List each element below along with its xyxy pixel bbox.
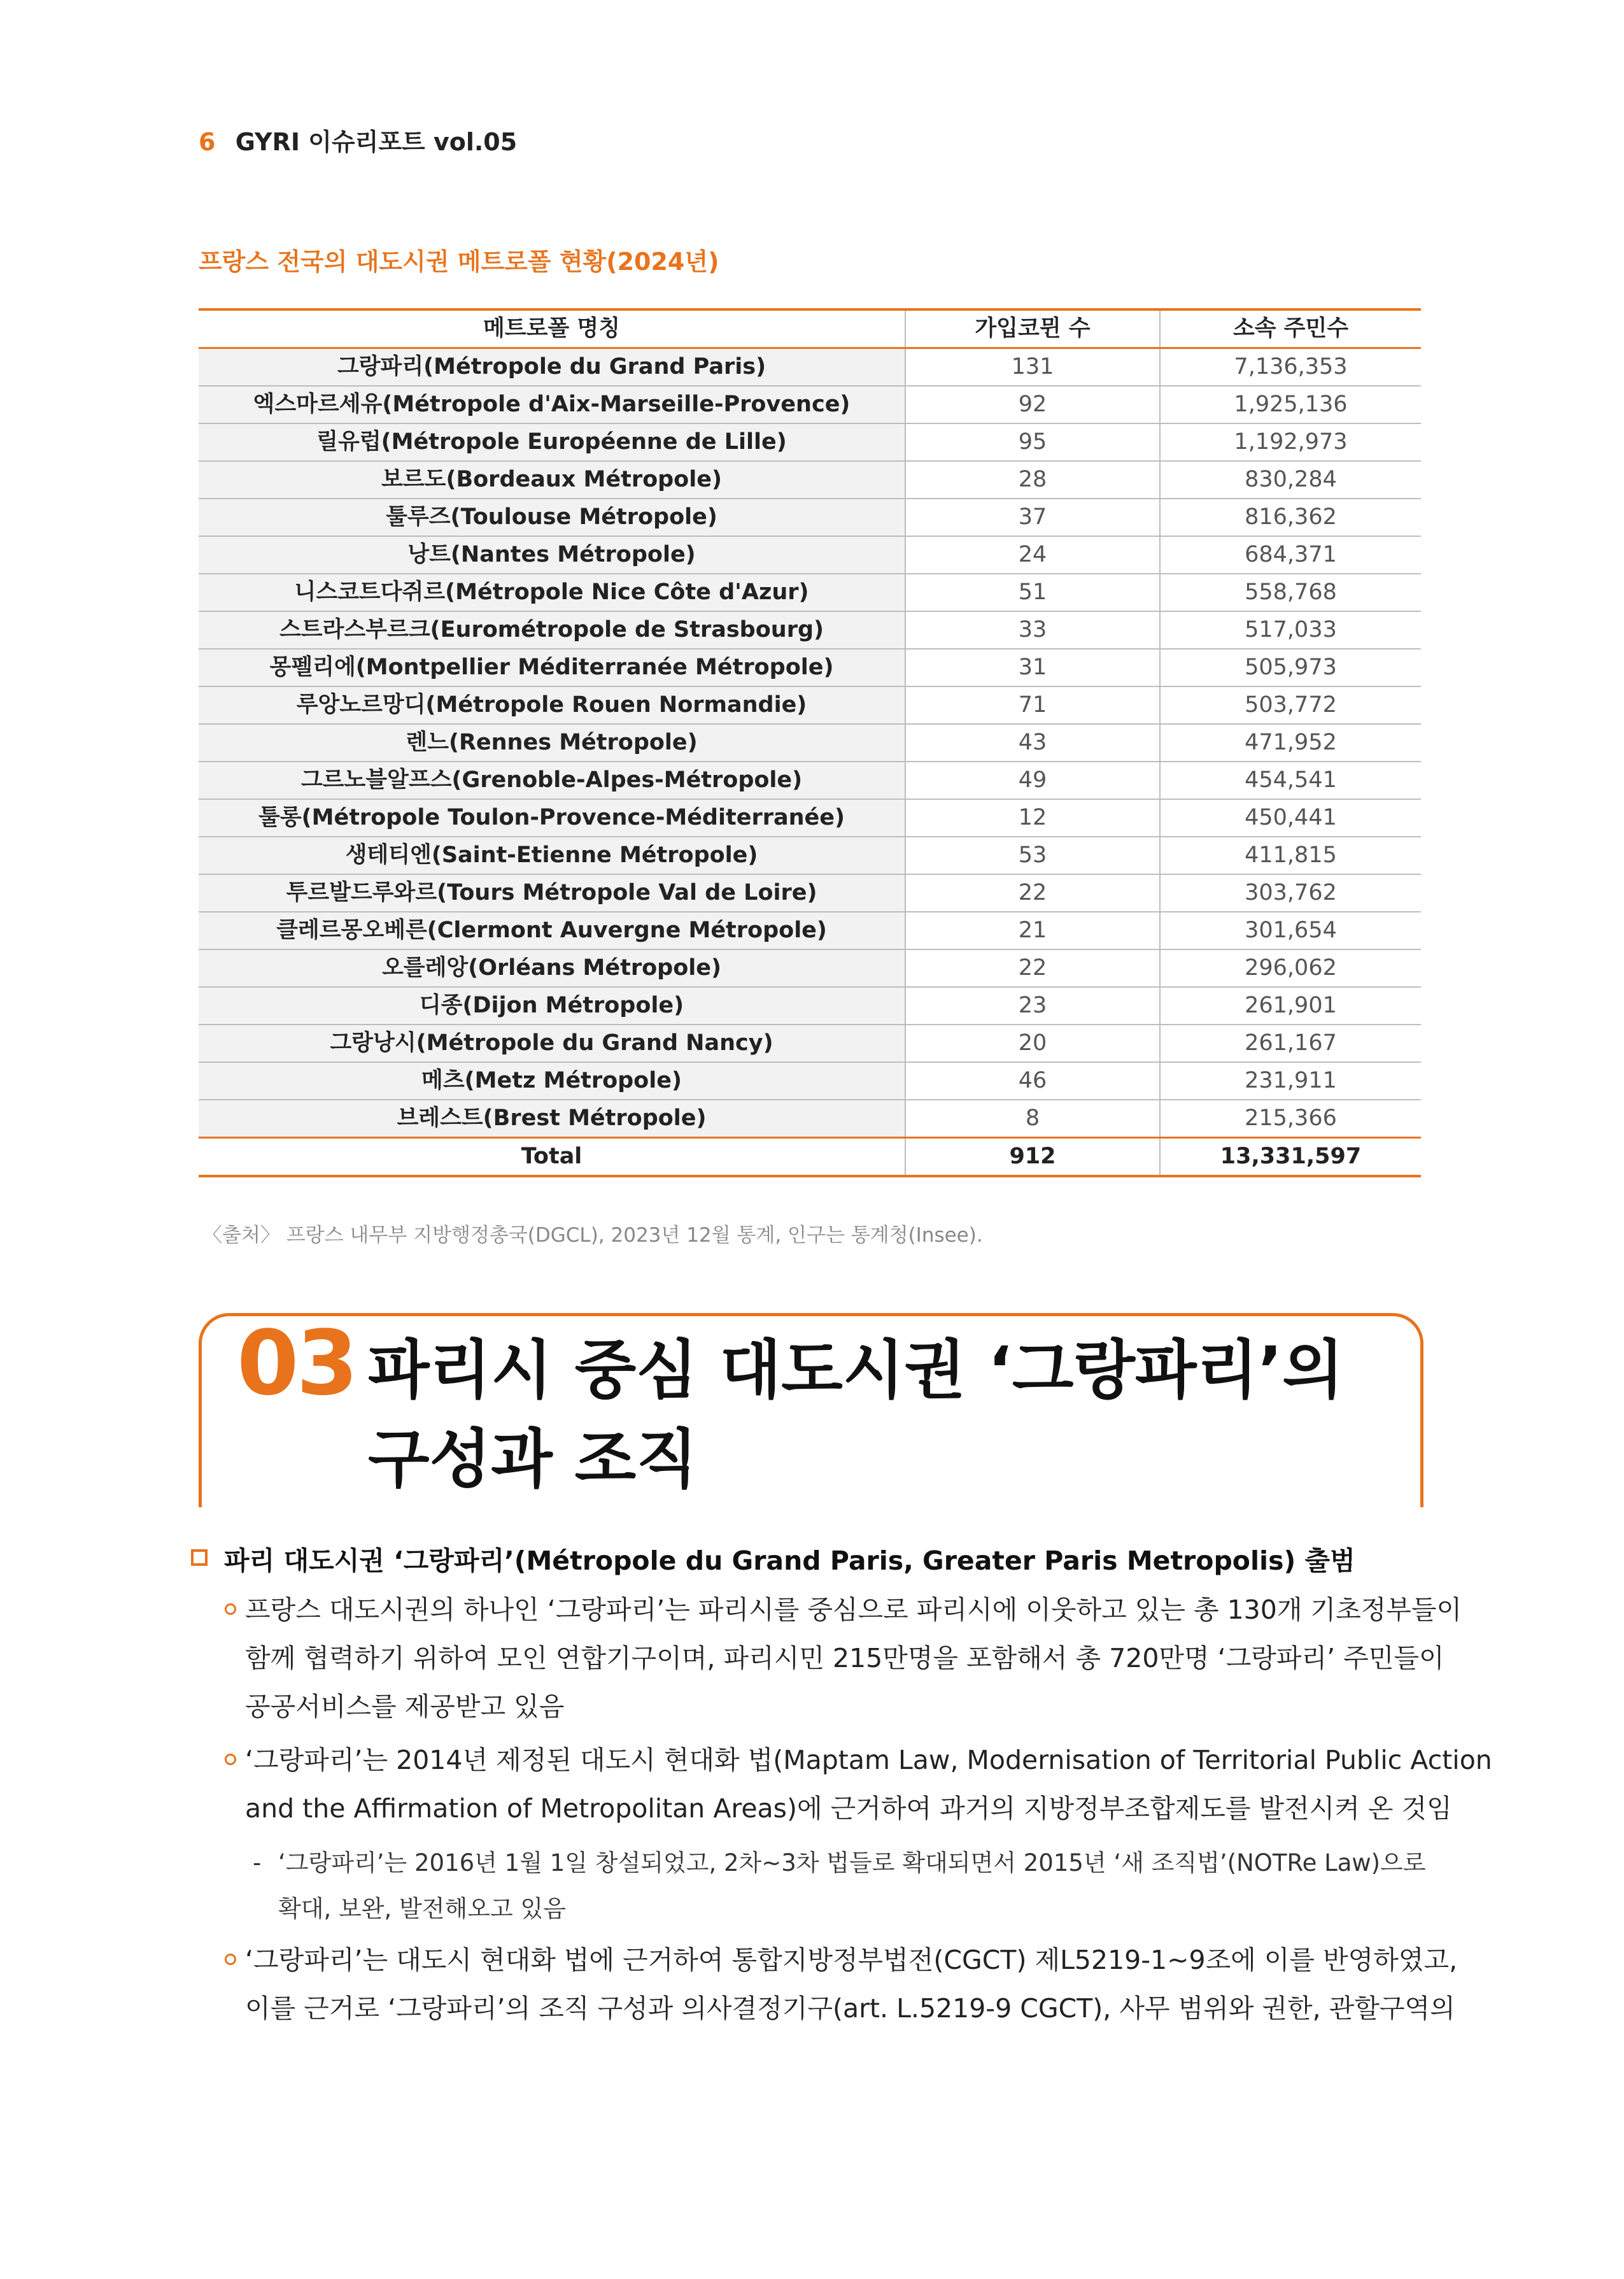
bullet-heading bbox=[191, 1540, 1355, 1577]
cell-population: 231,911 bbox=[1160, 1062, 1421, 1100]
cell-communes: 28 bbox=[905, 461, 1160, 499]
cell-communes: 31 bbox=[905, 649, 1160, 686]
cell-name: 메츠(Metz Métropole) bbox=[199, 1062, 905, 1100]
table-row bbox=[199, 348, 1421, 387]
cell-name: 몽펠리에(Montpellier Méditerranée Métropole) bbox=[199, 649, 905, 686]
table-source: 〈출처〉 프랑스 내무부 지방행정총국(DGCL), 2023년 12월 통계, 인구는 통계청(Insee). bbox=[202, 1224, 983, 1247]
page-header bbox=[199, 122, 517, 157]
cell-communes: 53 bbox=[905, 837, 1160, 874]
table-row bbox=[199, 1062, 1421, 1100]
paragraph-line: and the Affirmation of Metropolitan Areas)에 근거하여 과거의 지방정부조합제도를 발전시켜 온 것임 bbox=[245, 1793, 1452, 1824]
cell-population: 1,192,973 bbox=[1160, 423, 1421, 461]
cell-communes: 43 bbox=[905, 724, 1160, 762]
dash-bullet: - bbox=[253, 1849, 262, 1877]
table-row bbox=[199, 649, 1421, 686]
cell-communes: 33 bbox=[905, 611, 1160, 649]
cell-name: 오를레앙(Orléans Métropole) bbox=[199, 949, 905, 987]
cell-communes: 37 bbox=[905, 499, 1160, 536]
cell-population: 558,768 bbox=[1160, 574, 1421, 611]
cell-name: 그랑낭시(Métropole du Grand Nancy) bbox=[199, 1025, 905, 1062]
cell-name: 브레스트(Brest Métropole) bbox=[199, 1100, 905, 1138]
section-title-line: 파리시 중심 대도시권 ‘그랑파리’의 bbox=[368, 1333, 1344, 1407]
table-row bbox=[199, 799, 1421, 837]
cell-communes: 22 bbox=[905, 949, 1160, 987]
total-population: 13,331,597 bbox=[1160, 1138, 1421, 1177]
cell-name: 그르노블알프스(Grenoble-Alpes-Métropole) bbox=[199, 762, 905, 799]
cell-population: 7,136,353 bbox=[1160, 348, 1421, 387]
cell-population: 454,541 bbox=[1160, 762, 1421, 799]
cell-name: 클레르몽오베른(Clermont Auvergne Métropole) bbox=[199, 912, 905, 949]
cell-name: 낭트(Nantes Métropole) bbox=[199, 536, 905, 574]
section-title-line: 구성과 조직 bbox=[368, 1422, 698, 1496]
paragraph-3 bbox=[245, 1936, 1457, 2033]
table-row bbox=[199, 1025, 1421, 1062]
cell-communes: 23 bbox=[905, 987, 1160, 1025]
cell-communes: 92 bbox=[905, 386, 1160, 423]
table-header-row bbox=[199, 309, 1421, 348]
cell-name: 보르도(Bordeaux Métropole) bbox=[199, 461, 905, 499]
cell-communes: 21 bbox=[905, 912, 1160, 949]
total-label: Total bbox=[199, 1138, 905, 1177]
bullet-heading-text: 파리 대도시권 ‘그랑파리’(Métropole du Grand Paris, Greater Paris Metropolis) 출범 bbox=[224, 1545, 1355, 1576]
cell-population: 296,062 bbox=[1160, 949, 1421, 987]
cell-population: 505,973 bbox=[1160, 649, 1421, 686]
paragraph-line: 프랑스 대도시권의 하나인 ‘그랑파리’는 파리시를 중심으로 파리시에 이웃하고 있는 총 130개 기초정부들이 bbox=[245, 1594, 1462, 1625]
table-row bbox=[199, 574, 1421, 611]
table-row bbox=[199, 837, 1421, 874]
section-title bbox=[368, 1326, 1344, 1504]
cell-communes: 95 bbox=[905, 423, 1160, 461]
table-total-row bbox=[199, 1138, 1421, 1177]
table-row bbox=[199, 987, 1421, 1025]
cell-population: 303,762 bbox=[1160, 874, 1421, 912]
cell-population: 1,925,136 bbox=[1160, 386, 1421, 423]
paragraph-line: 이를 근거로 ‘그랑파리’의 조직 구성과 의사결정기구(art. L.5219-9 CGCT), 사무 범위와 권한, 관할구역의 bbox=[245, 1993, 1455, 2024]
table-row bbox=[199, 762, 1421, 799]
cell-population: 503,772 bbox=[1160, 686, 1421, 724]
cell-population: 816,362 bbox=[1160, 499, 1421, 536]
section-number: 03 bbox=[237, 1312, 356, 1416]
cell-communes: 8 bbox=[905, 1100, 1160, 1138]
cell-name: 릴유럽(Métropole Européenne de Lille) bbox=[199, 423, 905, 461]
column-header-communes: 가입코뮌 수 bbox=[905, 309, 1160, 348]
table-row bbox=[199, 949, 1421, 987]
cell-population: 215,366 bbox=[1160, 1100, 1421, 1138]
cell-name: 생테티엔(Saint-Etienne Métropole) bbox=[199, 837, 905, 874]
table-row bbox=[199, 536, 1421, 574]
circle-bullet-icon bbox=[225, 1754, 236, 1765]
cell-name: 렌느(Rennes Métropole) bbox=[199, 724, 905, 762]
cell-name: 스트라스부르크(Eurométropole de Strasbourg) bbox=[199, 611, 905, 649]
cell-population: 411,815 bbox=[1160, 837, 1421, 874]
cell-communes: 22 bbox=[905, 874, 1160, 912]
table-row bbox=[199, 423, 1421, 461]
cell-communes: 71 bbox=[905, 686, 1160, 724]
sub-paragraph bbox=[253, 1840, 1426, 1932]
page-number: 6 bbox=[199, 128, 216, 156]
table-row bbox=[199, 611, 1421, 649]
cell-name: 엑스마르세유(Métropole d'Aix-Marseille-Provence) bbox=[199, 386, 905, 423]
cell-population: 830,284 bbox=[1160, 461, 1421, 499]
paragraph-line: 함께 협력하기 위하여 모인 연합기구이며, 파리시민 215만명을 포함해서 총 720만명 ‘그랑파리’ 주민들이 bbox=[245, 1643, 1444, 1673]
cell-communes: 24 bbox=[905, 536, 1160, 574]
paragraph-line: ‘그랑파리’는 대도시 현대화 법에 근거하여 통합지방정부법전(CGCT) 제L5219-1~9조에 이를 반영하였고, bbox=[245, 1945, 1458, 1975]
table-row bbox=[199, 386, 1421, 423]
table-row bbox=[199, 874, 1421, 912]
paragraph-line: ‘그랑파리’는 2014년 제정된 대도시 현대화 법(Maptam Law, Modernisation of Territorial Public Action bbox=[245, 1745, 1492, 1775]
sub-paragraph-line: ‘그랑파리’는 2016년 1월 1일 창설되었고, 2차~3차 법들로 확대되면서 2015년 ‘새 조직법’(NOTRe Law)으로 bbox=[278, 1849, 1426, 1877]
cell-population: 261,901 bbox=[1160, 987, 1421, 1025]
cell-name: 디종(Dijon Métropole) bbox=[199, 987, 905, 1025]
table-title: 프랑스 전국의 대도시권 메트로폴 현황(2024년) bbox=[199, 248, 719, 276]
table-row bbox=[199, 461, 1421, 499]
paragraph-2 bbox=[245, 1736, 1492, 1833]
cell-population: 684,371 bbox=[1160, 536, 1421, 574]
cell-name: 툴루즈(Toulouse Métropole) bbox=[199, 499, 905, 536]
table-row bbox=[199, 499, 1421, 536]
cell-communes: 20 bbox=[905, 1025, 1160, 1062]
cell-communes: 46 bbox=[905, 1062, 1160, 1100]
cell-communes: 12 bbox=[905, 799, 1160, 837]
cell-communes: 49 bbox=[905, 762, 1160, 799]
circle-bullet-icon bbox=[225, 1954, 236, 1965]
cell-population: 517,033 bbox=[1160, 611, 1421, 649]
paragraph-1 bbox=[245, 1586, 1462, 1731]
total-communes: 912 bbox=[905, 1138, 1160, 1177]
cell-name: 니스코트다쥐르(Métropole Nice Côte d'Azur) bbox=[199, 574, 905, 611]
cell-name: 그랑파리(Métropole du Grand Paris) bbox=[199, 348, 905, 387]
table-row bbox=[199, 686, 1421, 724]
paragraph-line: 공공서비스를 제공받고 있음 bbox=[245, 1691, 565, 1722]
cell-population: 450,441 bbox=[1160, 799, 1421, 837]
cell-name: 루앙노르망디(Métropole Rouen Normandie) bbox=[199, 686, 905, 724]
cell-name: 투르발드루와르(Tours Métropole Val de Loire) bbox=[199, 874, 905, 912]
cell-communes: 51 bbox=[905, 574, 1160, 611]
square-bullet-icon bbox=[191, 1549, 208, 1566]
cell-population: 261,167 bbox=[1160, 1025, 1421, 1062]
sub-paragraph-line: 확대, 보완, 발전해오고 있음 bbox=[278, 1895, 566, 1922]
metropole-table bbox=[199, 308, 1421, 1177]
table-row bbox=[199, 724, 1421, 762]
report-title: GYRI 이슈리포트 vol.05 bbox=[235, 128, 518, 156]
cell-name: 툴롱(Métropole Toulon-Provence-Méditerranée) bbox=[199, 799, 905, 837]
column-header-name: 메트로폴 명칭 bbox=[199, 309, 905, 348]
table-row bbox=[199, 1100, 1421, 1138]
cell-population: 301,654 bbox=[1160, 912, 1421, 949]
circle-bullet-icon bbox=[225, 1603, 236, 1615]
table-row bbox=[199, 912, 1421, 949]
cell-population: 471,952 bbox=[1160, 724, 1421, 762]
cell-communes: 131 bbox=[905, 348, 1160, 387]
column-header-population: 소속 주민수 bbox=[1160, 309, 1421, 348]
